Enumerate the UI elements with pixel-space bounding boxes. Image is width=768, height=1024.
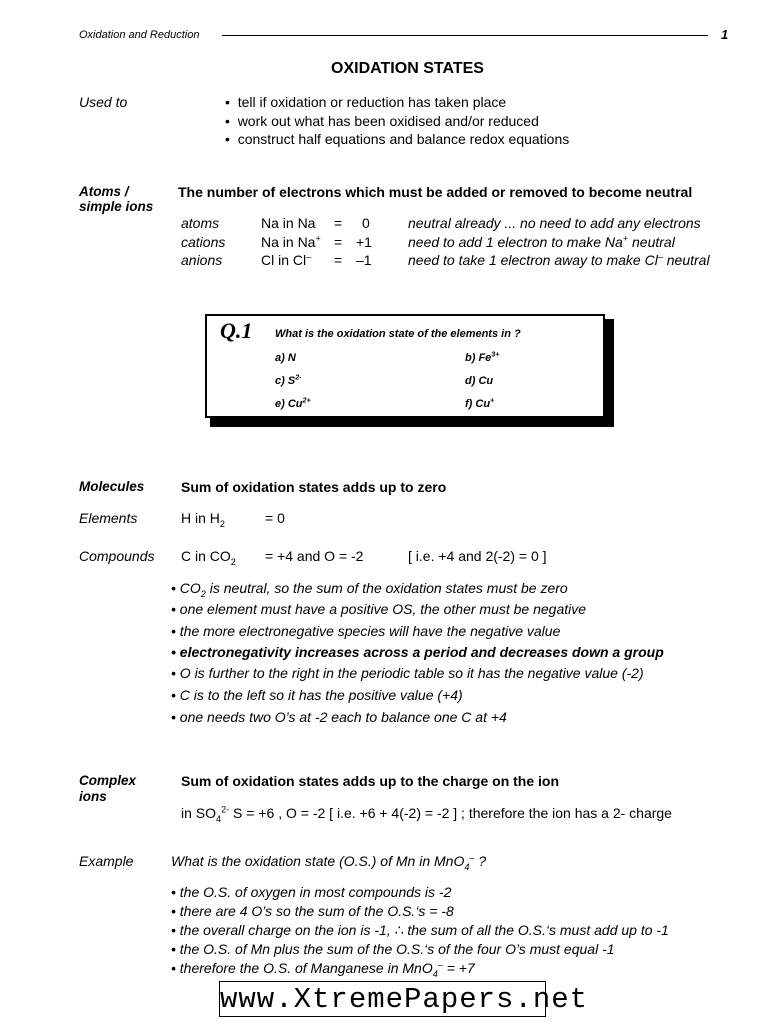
row-species [261,234,321,250]
bullet-text: the more electronegative species will have the negative value [179,623,561,639]
subscript: 4 [216,813,222,824]
charge: – [306,251,312,262]
compounds-species [181,548,236,567]
bullet-text: one needs two O’s at -2 each to balance one C at +4 [179,709,507,725]
option-text: f) Cu [465,398,491,410]
question-prompt: What is the oxidation state of the elements in ? [275,328,521,340]
row-equals: = [334,215,343,231]
running-header-title: Oxidation and Reduction [79,29,200,41]
complex-label-line1: Complex [79,773,137,788]
charge: – [469,852,475,863]
bullet-text: electronegativity increases across a period and decreases down a group [179,644,664,660]
row-value: +1 [356,234,372,250]
species-text: Na in Na [261,234,316,250]
molecules-bullet: • one needs two O’s at -2 each to balance one C at +4 [171,709,507,725]
molecules-bullet: • electronegativity increases across a period and decreases down a group [171,644,664,660]
molecules-bullet: • the more electronegative species will have the negative value [171,623,561,639]
subscript: 2 [230,556,236,567]
compounds-label: Compounds [79,548,155,564]
question-label: Q.1 [220,318,253,343]
complex-heading: Sum of oxidation states adds up to the charge on the ion [181,773,560,789]
compounds-value: = +4 and O = -2 [265,548,364,564]
option-text: b) Fe [465,352,492,364]
bullet-text: O is further to the right in the periodic table so it has the negative value (-2) [179,665,644,681]
page-title: OXIDATION STATES [331,60,484,77]
species-text: C in CO [181,548,231,564]
row-type: cations [181,234,226,250]
bullet-text: there are 4 O’s so the sum of the O.S.‘s = -8 [179,903,454,919]
option-charge: 2- [295,373,302,382]
watermark-text: www.XtremePapers.net [220,983,589,1016]
note-text: need to take 1 electron away to make Cl [408,252,658,268]
molecules-bullet: • O is further to the right in the periodic table so it has the negative value (-2) [171,665,644,681]
row-equals: = [334,234,343,250]
line-rest: S = +6 , O = -2 [ i.e. +6 + 4(-2) = -2 ] ; therefore the ion has a 2- charge [229,805,672,821]
example-bullet: • the O.S. of Mn plus the sum of the O.S.‘s of the four O’s must equal -1 [171,941,615,957]
species-text: Cl in Cl [261,252,307,268]
bullet-text: the O.S. of oxygen in most compounds is -2 [179,884,452,900]
question-text: What is the oxidation state (O.S.) of Mn in MnO [171,853,465,869]
note-end: neutral [662,252,710,268]
bullet-text: is neutral, so the sum of the oxidation states must be zero [205,580,568,596]
used-to-label: Used to [79,94,128,110]
example-bullet: • therefore the O.S. of Manganese in MnO$_4$– = +7 [171,959,475,979]
row-species [261,252,311,268]
row-value: –1 [356,252,372,268]
option-text: d) Cu [465,375,494,387]
atoms-label-line1: Atoms / [79,184,129,199]
line-text: in SO [181,805,217,821]
charge: + [315,233,321,244]
option-text: e) Cu [275,398,303,410]
charge: + [622,233,629,244]
bullet-text: the overall charge on the ion is -1, ∴ the sum of all the O.S.‘s must add up to -1 [179,922,669,938]
complex-label-line2: ions [79,789,107,804]
example-bullet: • there are 4 O’s so the sum of the O.S.‘s = -8 [171,903,454,919]
question-end: ? [474,853,487,869]
bullet-text: work out what has been oxidised and/or reduced [237,113,539,129]
complex-line [181,804,672,824]
subscript: 2 [200,588,206,599]
molecules-bullet: • $CO_2$ is neutral, so the sum of the oxidation states must be zero [171,580,568,599]
question-option [465,375,493,387]
species-text: H in H [181,510,220,526]
row-note [408,234,675,250]
bullet-end: = +7 [442,960,475,976]
molecules-heading: Sum of oxidation states adds up to zero [181,479,447,495]
note-text: need to add 1 electron to make Na [408,234,623,250]
question-box [205,314,605,418]
charge: 2- [221,804,230,815]
example-bullet: • the overall charge on the ion is -1, ∴ the sum of all the O.S.‘s must add up to -1 [171,922,669,938]
header-rule [222,35,708,36]
question-option [465,352,499,364]
row-note [408,252,710,268]
used-to-bullet: • construct half equations and balance redox equations [225,131,570,147]
bullet-text: one element must have a positive OS, the other must be negative [179,601,587,617]
example-bullet: • the O.S. of oxygen in most compounds is -2 [171,884,452,900]
elements-value: = 0 [265,510,285,526]
elements-species [181,510,225,529]
bullet-text: the O.S. of Mn plus the sum of the O.S.‘s of the four O’s must equal -1 [179,941,615,957]
bullet-text: C is to the left so it has the positive value (+4) [179,687,463,703]
molecules-bullet: • C is to the left so it has the positive value (+4) [171,687,463,703]
subscript: 2 [219,518,225,529]
option-charge: + [490,396,495,405]
row-type: atoms [181,215,220,231]
row-species: Na in Na [261,215,316,231]
used-to-bullet: • work out what has been oxidised and/or reduced [225,113,539,129]
charge: – [657,251,663,262]
bullet-text: therefore the O.S. of Manganese in MnO [179,960,433,976]
option-text: a) N [275,352,296,364]
option-text: c) S [275,375,296,387]
note-end: neutral [628,234,675,250]
question-option [465,398,494,410]
bullet-text: tell if oxidation or reduction has taken place [237,94,507,110]
bullet-formula: CO [179,580,201,596]
compounds-note: [ i.e. +4 and 2(-2) = 0 ] [408,548,547,564]
page-number: 1 [721,27,729,42]
molecules-label: Molecules [79,479,145,494]
bullet-text: construct half equations and balance redox equations [237,131,570,147]
row-type: anions [181,252,223,268]
question-option [275,375,302,387]
option-charge: 2+ [302,396,311,405]
atoms-label-line2: simple ions [79,199,154,214]
subscript: 4 [432,968,438,979]
subscript: 4 [464,861,470,872]
example-question [171,852,487,872]
option-charge: 3+ [491,350,500,359]
molecules-bullet: • one element must have a positive OS, the other must be negative [171,601,587,617]
row-equals: = [334,252,343,268]
watermark-box [219,981,589,1017]
question-option [275,352,296,364]
used-to-bullet: • tell if oxidation or reduction has taken place [225,94,507,110]
elements-label: Elements [79,510,138,526]
row-note: neutral already ... no need to add any electrons [408,215,701,231]
charge: – [437,959,443,970]
atoms-heading: The number of electrons which must be added or removed to become neutral [178,184,693,200]
row-value: 0 [362,215,370,231]
question-option [275,398,311,410]
example-label: Example [79,853,134,869]
